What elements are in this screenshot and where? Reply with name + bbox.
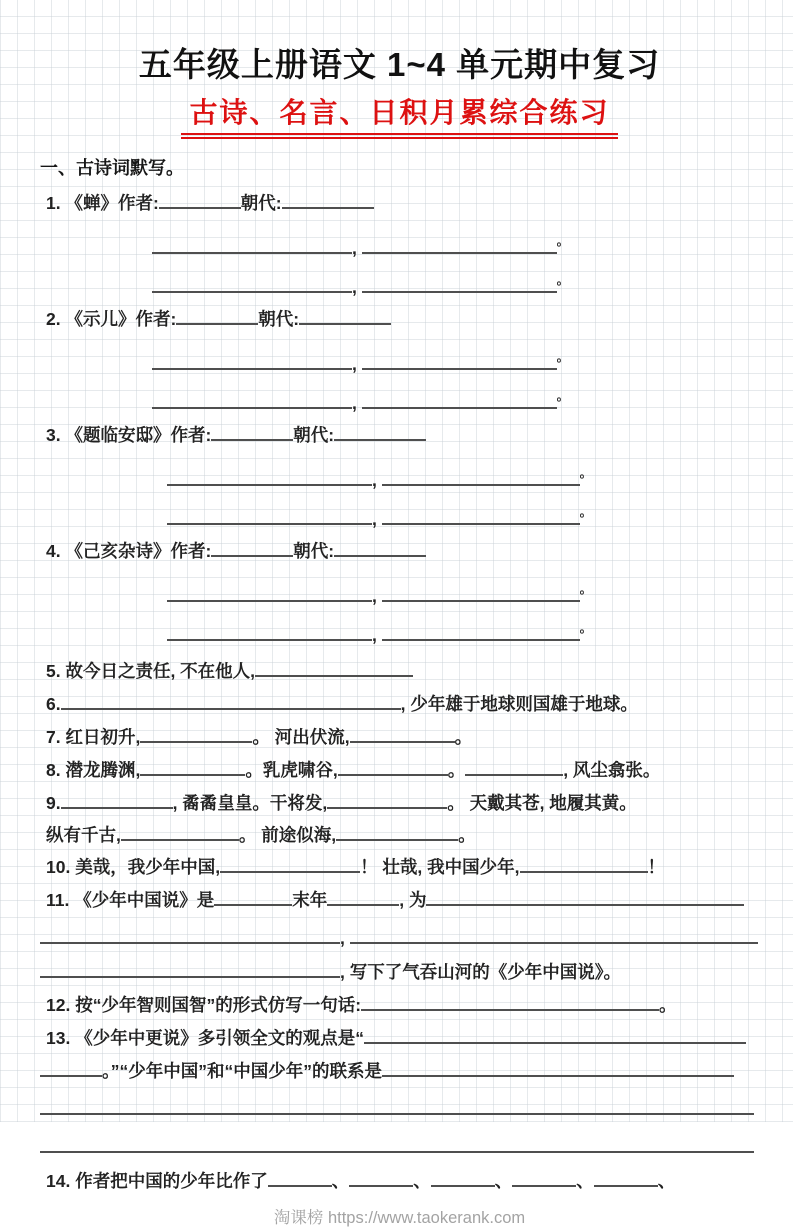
blank-field [334, 539, 426, 557]
line-text: 。 [579, 504, 592, 519]
line-text: 。 [556, 349, 569, 364]
line-text: 。 [458, 824, 476, 845]
page-title: 五年级上册语文 1~4 单元期中复习 [138, 46, 661, 83]
line-text: 纵有千古, [46, 824, 121, 845]
blank-field [362, 391, 557, 409]
blank-field [382, 1059, 734, 1077]
blank-field [382, 623, 580, 641]
blank-field [152, 352, 352, 370]
blank-field [349, 1169, 413, 1187]
line-text: , [372, 624, 382, 645]
blank-field [220, 855, 360, 873]
line-text: , [340, 927, 350, 948]
blank-field [361, 993, 659, 1011]
blank-field [159, 191, 241, 209]
line-text: 、 [657, 1170, 676, 1191]
line-text: 6. [46, 693, 61, 714]
blank-field [364, 1026, 746, 1044]
blank-field [334, 423, 426, 441]
line-text: 末年 [292, 889, 328, 910]
blank-field [61, 692, 401, 710]
q7 [40, 722, 759, 752]
line-text: 朝代: [293, 424, 335, 445]
page-subtitle: 古诗、名言、日积月累综合练习 [181, 95, 617, 139]
line-text: , [372, 469, 382, 490]
line-text: 5. 故今日之责任, 不在他人, [46, 660, 256, 681]
blank-field [167, 584, 372, 602]
line-text: 朝代: [240, 192, 282, 213]
line-text: 12. 按“少年智则国智”的形式仿写一句话: [46, 994, 362, 1015]
line-text: 、 [331, 1170, 350, 1191]
q11 [40, 885, 759, 915]
line-text: 9. [46, 792, 61, 813]
line-text: 4. 《己亥杂诗》作者: [46, 540, 212, 561]
blank-field [327, 888, 399, 906]
line-text: , 少年雄于地球则国雄于地球。 [400, 693, 638, 714]
line-text: 。 [659, 994, 677, 1015]
blank-field [268, 1169, 332, 1187]
line-text: 。乳虎啸谷, [245, 759, 338, 780]
q13-cont-1 [40, 1056, 759, 1086]
blank-field [350, 725, 455, 743]
blank-field [152, 391, 352, 409]
q1-head [40, 188, 759, 218]
blank-field [338, 758, 448, 776]
blank-field [61, 791, 173, 809]
subtitle-wrap [40, 95, 759, 139]
blank-field [431, 1169, 495, 1187]
blank-field [512, 1169, 576, 1187]
blank-field [520, 855, 648, 873]
blank-field [382, 584, 580, 602]
line-text: 。 [556, 272, 569, 287]
line-text: , 写下了气吞山河的《少年中国说》。 [340, 961, 621, 982]
blank-field [362, 352, 557, 370]
blank-field [382, 468, 580, 486]
q6 [40, 689, 759, 719]
q5 [40, 656, 759, 686]
line-text: 。 [579, 620, 592, 635]
q13-cont-2 [40, 1094, 759, 1124]
line-text: 11. 《少年中国说》是 [46, 889, 215, 910]
line-text: 、 [576, 1170, 594, 1191]
q4-answer-1 [40, 574, 759, 611]
blank-field [167, 623, 372, 641]
q3-answer-2 [40, 497, 759, 534]
blank-field [121, 823, 239, 841]
blank-field [255, 659, 413, 677]
blank-field [140, 725, 252, 743]
line-text: 、 [494, 1170, 513, 1191]
q12 [40, 990, 759, 1020]
line-text: 。 河出伏流, [252, 726, 350, 747]
blank-field [40, 1135, 754, 1153]
q9-cont [40, 820, 759, 850]
blank-field [465, 758, 563, 776]
blank-field [40, 926, 340, 944]
line-text: 、 [413, 1170, 431, 1191]
line-text: ！ [647, 856, 666, 877]
line-text: 。 [447, 759, 466, 780]
line-text: 朝代: [258, 308, 300, 329]
q9 [40, 788, 759, 818]
line-text: 8. 潜龙腾渊, [46, 759, 141, 780]
blank-field [382, 507, 580, 525]
line-text: 。 [579, 465, 592, 480]
footer-watermark: 淘课榜 https://www.taokerank.com [273, 1208, 526, 1227]
blank-field [426, 888, 744, 906]
blank-field [40, 1059, 102, 1077]
line-text: , 风尘翕张。 [563, 759, 661, 780]
q3-head [40, 420, 759, 450]
line-text: 14. 作者把中国的少年比作了 [46, 1170, 268, 1191]
line-text: , [352, 276, 362, 297]
blank-field [594, 1169, 658, 1187]
blank-field [152, 236, 352, 254]
q11-cont-1 [40, 923, 759, 953]
q10 [40, 852, 759, 882]
q13 [40, 1023, 759, 1053]
line-text: 。 天戴其苍, 地履其黄。 [447, 792, 637, 813]
line-text: , [352, 353, 362, 374]
q2-answer-1 [40, 342, 759, 379]
line-text: 1. 《蝉》作者: [46, 192, 159, 213]
blank-field [40, 960, 340, 978]
line-text: 13. 《少年中更说》多引领全文的观点是“ [46, 1027, 364, 1048]
line-text: 。”“少年中国”和“中国少年”的联系是 [102, 1060, 382, 1081]
blank-field [350, 926, 758, 944]
blank-field [176, 307, 258, 325]
q2-answer-2 [40, 381, 759, 418]
q13-cont-3 [40, 1132, 759, 1162]
blank-field [327, 791, 447, 809]
line-text: 。 [454, 726, 473, 747]
blank-field [211, 539, 293, 557]
blank-field [140, 758, 245, 776]
line-text: 。 [556, 233, 569, 248]
blank-field [282, 191, 374, 209]
section-heading: 一、古诗词默写。 [40, 157, 184, 178]
q8 [40, 755, 759, 785]
blank-field [336, 823, 458, 841]
blank-field [362, 275, 557, 293]
blank-field [152, 275, 352, 293]
line-text: 3. 《题临安邸》作者: [46, 424, 212, 445]
line-text: , [372, 508, 382, 529]
q3-answer-1 [40, 458, 759, 495]
q1-answer-1 [40, 226, 759, 263]
blank-field [167, 468, 372, 486]
line-text: 。 [579, 581, 592, 596]
q1-answer-2 [40, 265, 759, 302]
blank-field [362, 236, 557, 254]
line-text: 。 前途似海, [238, 824, 337, 845]
blank-field [167, 507, 372, 525]
line-text: , [372, 585, 382, 606]
line-text: 7. 红日初升, [46, 726, 141, 747]
q11-cont-2 [40, 957, 759, 987]
line-text: 朝代: [293, 540, 335, 561]
line-text: , [352, 392, 362, 413]
line-text: 10. 美哉，我少年中国, [46, 856, 221, 877]
line-text: , [352, 237, 362, 258]
line-text: , 为 [399, 889, 427, 910]
blank-field [40, 1097, 754, 1115]
q14 [40, 1166, 759, 1196]
line-text: , 矞矞皇皇。干将发, [172, 792, 328, 813]
line-text: 。 [556, 388, 569, 403]
q2-head [40, 304, 759, 334]
q4-head [40, 536, 759, 566]
blank-field [299, 307, 391, 325]
blank-field [214, 888, 292, 906]
line-text: 2. 《示儿》作者: [46, 308, 177, 329]
q4-answer-2 [40, 613, 759, 650]
worksheet-lines [40, 188, 759, 1196]
blank-field [211, 423, 293, 441]
line-text: ！ 壮哉, 我中国少年, [360, 856, 520, 877]
